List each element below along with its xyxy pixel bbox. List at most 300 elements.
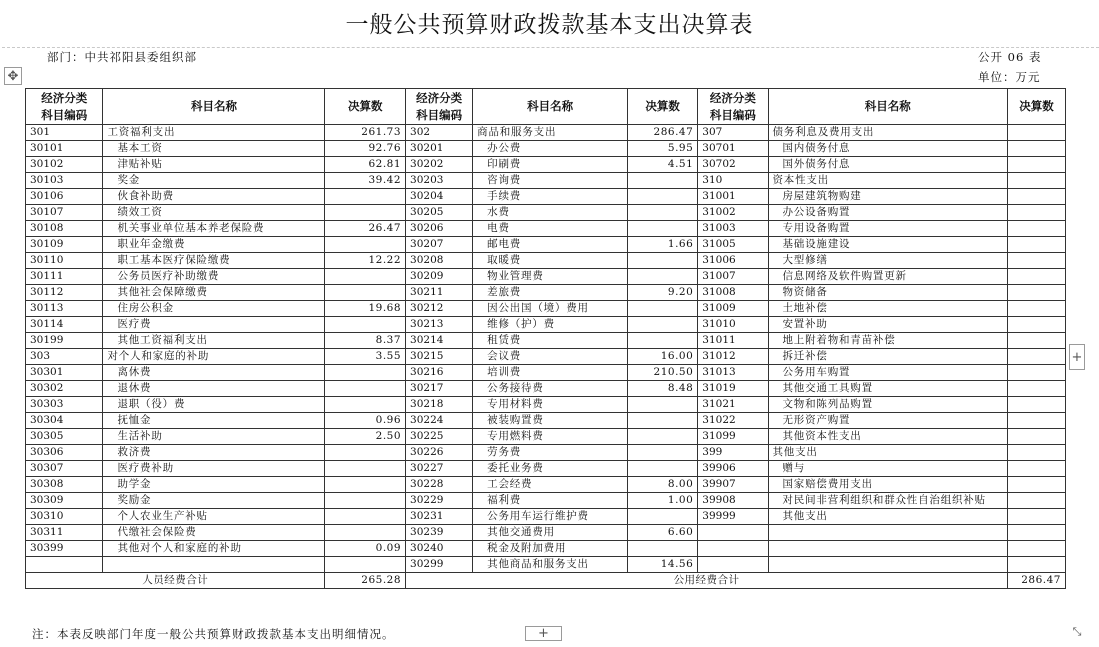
code-cell: 30202 xyxy=(406,157,473,173)
code-cell: 39907 xyxy=(698,477,768,493)
code-cell: 31019 xyxy=(698,381,768,397)
code-cell: 30103 xyxy=(26,173,103,189)
amount-cell xyxy=(325,493,406,509)
amount-cell xyxy=(1008,365,1066,381)
name-cell: 公务用车购置 xyxy=(768,365,1008,381)
code-cell: 31011 xyxy=(698,333,768,349)
name-cell: 土地补偿 xyxy=(768,301,1008,317)
amount-cell xyxy=(628,445,698,461)
table-row xyxy=(26,333,1066,349)
header-code: 经济分类 科目编码 xyxy=(26,89,103,125)
amount-cell xyxy=(628,317,698,333)
table-row xyxy=(26,125,1066,141)
name-cell: 大型修缮 xyxy=(768,253,1008,269)
amount-cell xyxy=(1008,141,1066,157)
code-cell: 30213 xyxy=(406,317,473,333)
code-cell: 399 xyxy=(698,445,768,461)
code-cell: 30201 xyxy=(406,141,473,157)
name-cell: 奖金 xyxy=(103,173,325,189)
code-cell xyxy=(698,557,768,573)
table-row xyxy=(26,189,1066,205)
name-cell: 对民间非营利组织和群众性自治组织补贴 xyxy=(768,493,1008,509)
name-cell: 职业年金缴费 xyxy=(103,237,325,253)
table-row xyxy=(26,301,1066,317)
amount-cell xyxy=(628,509,698,525)
table-row xyxy=(26,477,1066,493)
amount-cell xyxy=(325,477,406,493)
name-cell: 文物和陈列品购置 xyxy=(768,397,1008,413)
name-cell: 抚恤金 xyxy=(103,413,325,429)
name-cell: 办公费 xyxy=(473,141,628,157)
amount-cell xyxy=(1008,477,1066,493)
code-cell: 31003 xyxy=(698,221,768,237)
move-handle-icon[interactable]: ✥ xyxy=(4,67,22,85)
code-cell: 30199 xyxy=(26,333,103,349)
amount-cell xyxy=(628,221,698,237)
code-cell: 30231 xyxy=(406,509,473,525)
table-row xyxy=(26,317,1066,333)
header-name: 科目名称 xyxy=(473,89,628,125)
code-cell: 30205 xyxy=(406,205,473,221)
code-cell: 30113 xyxy=(26,301,103,317)
amount-cell xyxy=(325,285,406,301)
amount-cell xyxy=(1008,541,1066,557)
name-cell: 委托业务费 xyxy=(473,461,628,477)
name-cell xyxy=(768,525,1008,541)
code-cell: 30307 xyxy=(26,461,103,477)
amount-cell: 16.00 xyxy=(628,349,698,365)
code-cell: 30308 xyxy=(26,477,103,493)
amount-cell xyxy=(1008,445,1066,461)
amount-cell xyxy=(1008,493,1066,509)
name-cell xyxy=(768,541,1008,557)
code-cell: 31022 xyxy=(698,413,768,429)
name-cell: 无形资产购置 xyxy=(768,413,1008,429)
code-cell: 30215 xyxy=(406,349,473,365)
name-cell: 其他商品和服务支出 xyxy=(473,557,628,573)
name-cell: 医疗费补助 xyxy=(103,461,325,477)
table-row xyxy=(26,141,1066,157)
amount-cell xyxy=(628,429,698,445)
name-cell: 其他支出 xyxy=(768,445,1008,461)
name-cell: 公务员医疗补助缴费 xyxy=(103,269,325,285)
code-cell: 31012 xyxy=(698,349,768,365)
code-cell: 31021 xyxy=(698,397,768,413)
code-cell xyxy=(26,557,103,573)
name-cell: 维修（护）费 xyxy=(473,317,628,333)
code-cell: 39999 xyxy=(698,509,768,525)
name-cell: 被装购置费 xyxy=(473,413,628,429)
code-cell: 30112 xyxy=(26,285,103,301)
name-cell: 税金及附加费用 xyxy=(473,541,628,557)
amount-cell xyxy=(1008,557,1066,573)
amount-cell: 39.42 xyxy=(325,173,406,189)
code-cell: 307 xyxy=(698,125,768,141)
code-cell: 30212 xyxy=(406,301,473,317)
page-title: 一般公共预算财政拨款基本支出决算表 xyxy=(345,12,754,38)
code-cell: 30701 xyxy=(698,141,768,157)
name-cell: 国家赔偿费用支出 xyxy=(768,477,1008,493)
name-cell: 赠与 xyxy=(768,461,1008,477)
amount-cell: 3.55 xyxy=(325,349,406,365)
code-cell: 30299 xyxy=(406,557,473,573)
amount-cell xyxy=(1008,397,1066,413)
personnel-total-label: 人员经费合计 xyxy=(26,573,325,589)
name-cell: 地上附着物和青苗补偿 xyxy=(768,333,1008,349)
code-cell: 31010 xyxy=(698,317,768,333)
name-cell: 住房公积金 xyxy=(103,301,325,317)
amount-cell xyxy=(628,333,698,349)
amount-cell xyxy=(1008,317,1066,333)
amount-cell xyxy=(1008,381,1066,397)
table-row xyxy=(26,445,1066,461)
table-row xyxy=(26,397,1066,413)
table-row xyxy=(26,269,1066,285)
header-name: 科目名称 xyxy=(103,89,325,125)
name-cell: 福利费 xyxy=(473,493,628,509)
code-cell: 301 xyxy=(26,125,103,141)
amount-cell xyxy=(325,461,406,477)
amount-cell: 2.50 xyxy=(325,429,406,445)
table-row xyxy=(26,493,1066,509)
amount-cell xyxy=(325,205,406,221)
name-cell: 安置补助 xyxy=(768,317,1008,333)
name-cell: 其他对个人和家庭的补助 xyxy=(103,541,325,557)
amount-cell xyxy=(325,189,406,205)
code-cell xyxy=(698,525,768,541)
table-row xyxy=(26,557,1066,573)
code-cell: 30114 xyxy=(26,317,103,333)
code-cell: 30309 xyxy=(26,493,103,509)
code-cell: 30310 xyxy=(26,509,103,525)
name-cell xyxy=(103,557,325,573)
name-cell: 退职（役）费 xyxy=(103,397,325,413)
code-cell: 30206 xyxy=(406,221,473,237)
header-name: 科目名称 xyxy=(768,89,1008,125)
amount-cell: 8.48 xyxy=(628,381,698,397)
amount-cell xyxy=(628,173,698,189)
add-column-icon[interactable]: + xyxy=(1069,344,1085,370)
amount-cell xyxy=(1008,413,1066,429)
code-cell: 31099 xyxy=(698,429,768,445)
department-label: 部门：中共祁阳县委组织部 xyxy=(47,50,197,64)
amount-cell xyxy=(1008,525,1066,541)
amount-cell xyxy=(325,397,406,413)
amount-cell xyxy=(325,445,406,461)
name-cell: 对个人和家庭的补助 xyxy=(103,349,325,365)
header-amount: 决算数 xyxy=(628,89,698,125)
amount-cell xyxy=(628,189,698,205)
name-cell: 物资储备 xyxy=(768,285,1008,301)
code-cell: 30228 xyxy=(406,477,473,493)
code-cell: 30240 xyxy=(406,541,473,557)
name-cell xyxy=(768,557,1008,573)
amount-cell: 92.76 xyxy=(325,141,406,157)
name-cell: 代缴社会保险费 xyxy=(103,525,325,541)
amount-cell: 62.81 xyxy=(325,157,406,173)
name-cell: 取暖费 xyxy=(473,253,628,269)
name-cell: 劳务费 xyxy=(473,445,628,461)
code-cell: 30214 xyxy=(406,333,473,349)
amount-cell xyxy=(1008,221,1066,237)
amount-cell xyxy=(1008,237,1066,253)
name-cell: 伙食补助费 xyxy=(103,189,325,205)
name-cell: 专用燃料费 xyxy=(473,429,628,445)
name-cell: 救济费 xyxy=(103,445,325,461)
page-header-rule xyxy=(2,47,1099,48)
code-cell: 30227 xyxy=(406,461,473,477)
header-code: 经济分类 科目编码 xyxy=(698,89,768,125)
name-cell: 资本性支出 xyxy=(768,173,1008,189)
name-cell: 培训费 xyxy=(473,365,628,381)
name-cell: 其他交通工具购置 xyxy=(768,381,1008,397)
code-cell: 31007 xyxy=(698,269,768,285)
table-row xyxy=(26,285,1066,301)
amount-cell xyxy=(1008,173,1066,189)
amount-cell: 0.96 xyxy=(325,413,406,429)
code-cell: 30303 xyxy=(26,397,103,413)
amount-cell xyxy=(325,509,406,525)
amount-cell xyxy=(1008,509,1066,525)
name-cell: 绩效工资 xyxy=(103,205,325,221)
add-row-icon[interactable]: + xyxy=(525,626,562,641)
name-cell: 办公设备购置 xyxy=(768,205,1008,221)
code-cell: 30109 xyxy=(26,237,103,253)
code-cell: 30702 xyxy=(698,157,768,173)
amount-cell xyxy=(1008,301,1066,317)
code-cell: 30102 xyxy=(26,157,103,173)
name-cell: 离休费 xyxy=(103,365,325,381)
code-cell: 30101 xyxy=(26,141,103,157)
code-cell: 31001 xyxy=(698,189,768,205)
name-cell: 其他资本性支出 xyxy=(768,429,1008,445)
amount-cell xyxy=(1008,253,1066,269)
code-cell: 30301 xyxy=(26,365,103,381)
amount-cell xyxy=(325,525,406,541)
table-row xyxy=(26,221,1066,237)
amount-cell: 26.47 xyxy=(325,221,406,237)
table-row xyxy=(26,381,1066,397)
code-cell: 310 xyxy=(698,173,768,189)
amount-cell xyxy=(628,205,698,221)
code-cell: 30108 xyxy=(26,221,103,237)
amount-cell: 6.60 xyxy=(628,525,698,541)
resize-handle-icon[interactable]: ⤡ xyxy=(1069,624,1085,640)
name-cell: 公务接待费 xyxy=(473,381,628,397)
code-cell: 30306 xyxy=(26,445,103,461)
table-row xyxy=(26,525,1066,541)
table-number: 公开 06 表 xyxy=(978,50,1042,64)
amount-cell: 286.47 xyxy=(628,125,698,141)
name-cell: 国内债务付息 xyxy=(768,141,1008,157)
amount-cell: 1.66 xyxy=(628,237,698,253)
amount-cell xyxy=(628,541,698,557)
amount-cell: 210.50 xyxy=(628,365,698,381)
name-cell: 电费 xyxy=(473,221,628,237)
code-cell: 30204 xyxy=(406,189,473,205)
amount-cell xyxy=(1008,429,1066,445)
amount-cell xyxy=(325,365,406,381)
table-row xyxy=(26,173,1066,189)
name-cell: 债务利息及费用支出 xyxy=(768,125,1008,141)
code-cell: 31013 xyxy=(698,365,768,381)
amount-cell xyxy=(1008,125,1066,141)
name-cell: 公务用车运行维护费 xyxy=(473,509,628,525)
name-cell: 因公出国（境）费用 xyxy=(473,301,628,317)
code-cell: 30208 xyxy=(406,253,473,269)
header-amount: 决算数 xyxy=(325,89,406,125)
amount-cell: 8.37 xyxy=(325,333,406,349)
code-cell: 39906 xyxy=(698,461,768,477)
table-row xyxy=(26,349,1066,365)
name-cell: 基本工资 xyxy=(103,141,325,157)
code-cell: 30399 xyxy=(26,541,103,557)
code-cell: 30229 xyxy=(406,493,473,509)
table-row xyxy=(26,429,1066,445)
code-cell: 302 xyxy=(406,125,473,141)
amount-cell xyxy=(1008,189,1066,205)
name-cell: 手续费 xyxy=(473,189,628,205)
name-cell: 医疗费 xyxy=(103,317,325,333)
code-cell: 31005 xyxy=(698,237,768,253)
name-cell: 职工基本医疗保险缴费 xyxy=(103,253,325,269)
personnel-total-value: 265.28 xyxy=(325,573,406,589)
code-cell: 30107 xyxy=(26,205,103,221)
name-cell: 退休费 xyxy=(103,381,325,397)
amount-cell xyxy=(1008,269,1066,285)
code-cell: 30110 xyxy=(26,253,103,269)
name-cell: 机关事业单位基本养老保险费 xyxy=(103,221,325,237)
code-cell: 30305 xyxy=(26,429,103,445)
name-cell: 津贴补贴 xyxy=(103,157,325,173)
code-cell: 30106 xyxy=(26,189,103,205)
code-cell: 30217 xyxy=(406,381,473,397)
code-cell: 30239 xyxy=(406,525,473,541)
table-row xyxy=(26,541,1066,557)
amount-cell xyxy=(1008,157,1066,173)
footnote: 注：本表反映部门年度一般公共预算财政拨款基本支出明细情况。 xyxy=(32,627,395,641)
name-cell: 咨询费 xyxy=(473,173,628,189)
amount-cell xyxy=(325,269,406,285)
header-code: 经济分类 科目编码 xyxy=(406,89,473,125)
name-cell: 工资福利支出 xyxy=(103,125,325,141)
amount-cell: 4.51 xyxy=(628,157,698,173)
code-cell: 30218 xyxy=(406,397,473,413)
amount-cell: 14.56 xyxy=(628,557,698,573)
amount-cell xyxy=(628,461,698,477)
code-cell: 30211 xyxy=(406,285,473,301)
amount-cell xyxy=(628,269,698,285)
amount-cell: 8.00 xyxy=(628,477,698,493)
name-cell: 邮电费 xyxy=(473,237,628,253)
amount-cell xyxy=(628,397,698,413)
table-row xyxy=(26,461,1066,477)
name-cell: 差旅费 xyxy=(473,285,628,301)
amount-cell: 261.73 xyxy=(325,125,406,141)
name-cell: 租赁费 xyxy=(473,333,628,349)
name-cell: 物业管理费 xyxy=(473,269,628,285)
amount-cell: 19.68 xyxy=(325,301,406,317)
table-row xyxy=(26,205,1066,221)
code-cell: 31009 xyxy=(698,301,768,317)
code-cell: 303 xyxy=(26,349,103,365)
name-cell: 个人农业生产补贴 xyxy=(103,509,325,525)
table-row xyxy=(26,413,1066,429)
amount-cell xyxy=(1008,285,1066,301)
name-cell: 奖励金 xyxy=(103,493,325,509)
name-cell: 专用设备购置 xyxy=(768,221,1008,237)
code-cell: 30311 xyxy=(26,525,103,541)
name-cell: 水费 xyxy=(473,205,628,221)
code-cell: 30226 xyxy=(406,445,473,461)
public-total-label: 公用经费合计 xyxy=(406,573,1008,589)
amount-cell xyxy=(325,317,406,333)
name-cell: 工会经费 xyxy=(473,477,628,493)
table-row xyxy=(26,237,1066,253)
amount-cell xyxy=(628,301,698,317)
code-cell: 30304 xyxy=(26,413,103,429)
expenditure-table xyxy=(25,88,1066,589)
amount-cell: 12.22 xyxy=(325,253,406,269)
table-row xyxy=(26,509,1066,525)
code-cell: 30225 xyxy=(406,429,473,445)
amount-cell: 5.95 xyxy=(628,141,698,157)
header-row xyxy=(26,89,1066,125)
name-cell: 房屋建筑物购建 xyxy=(768,189,1008,205)
name-cell: 其他支出 xyxy=(768,509,1008,525)
name-cell: 印刷费 xyxy=(473,157,628,173)
code-cell: 39908 xyxy=(698,493,768,509)
amount-cell xyxy=(325,381,406,397)
code-cell: 31002 xyxy=(698,205,768,221)
name-cell: 其他交通费用 xyxy=(473,525,628,541)
name-cell: 会议费 xyxy=(473,349,628,365)
amount-cell xyxy=(1008,333,1066,349)
code-cell: 30224 xyxy=(406,413,473,429)
name-cell: 国外债务付息 xyxy=(768,157,1008,173)
name-cell: 商品和服务支出 xyxy=(473,125,628,141)
code-cell: 31006 xyxy=(698,253,768,269)
amount-cell xyxy=(628,253,698,269)
name-cell: 其他工资福利支出 xyxy=(103,333,325,349)
totals-row xyxy=(26,573,1066,589)
name-cell: 基础设施建设 xyxy=(768,237,1008,253)
amount-cell xyxy=(1008,461,1066,477)
table-row xyxy=(26,365,1066,381)
table-row xyxy=(26,157,1066,173)
table-row xyxy=(26,253,1066,269)
name-cell: 信息网络及软件购置更新 xyxy=(768,269,1008,285)
name-cell: 拆迁补偿 xyxy=(768,349,1008,365)
code-cell: 31008 xyxy=(698,285,768,301)
public-total-value: 286.47 xyxy=(1008,573,1066,589)
code-cell: 30302 xyxy=(26,381,103,397)
name-cell: 助学金 xyxy=(103,477,325,493)
name-cell: 专用材料费 xyxy=(473,397,628,413)
amount-cell xyxy=(325,557,406,573)
amount-cell xyxy=(1008,349,1066,365)
amount-cell xyxy=(1008,205,1066,221)
amount-cell: 0.09 xyxy=(325,541,406,557)
amount-cell: 1.00 xyxy=(628,493,698,509)
amount-cell xyxy=(325,237,406,253)
code-cell: 30216 xyxy=(406,365,473,381)
unit-label: 单位：万元 xyxy=(978,70,1041,84)
name-cell: 生活补助 xyxy=(103,429,325,445)
code-cell: 30207 xyxy=(406,237,473,253)
header-amount: 决算数 xyxy=(1008,89,1066,125)
name-cell: 其他社会保障缴费 xyxy=(103,285,325,301)
